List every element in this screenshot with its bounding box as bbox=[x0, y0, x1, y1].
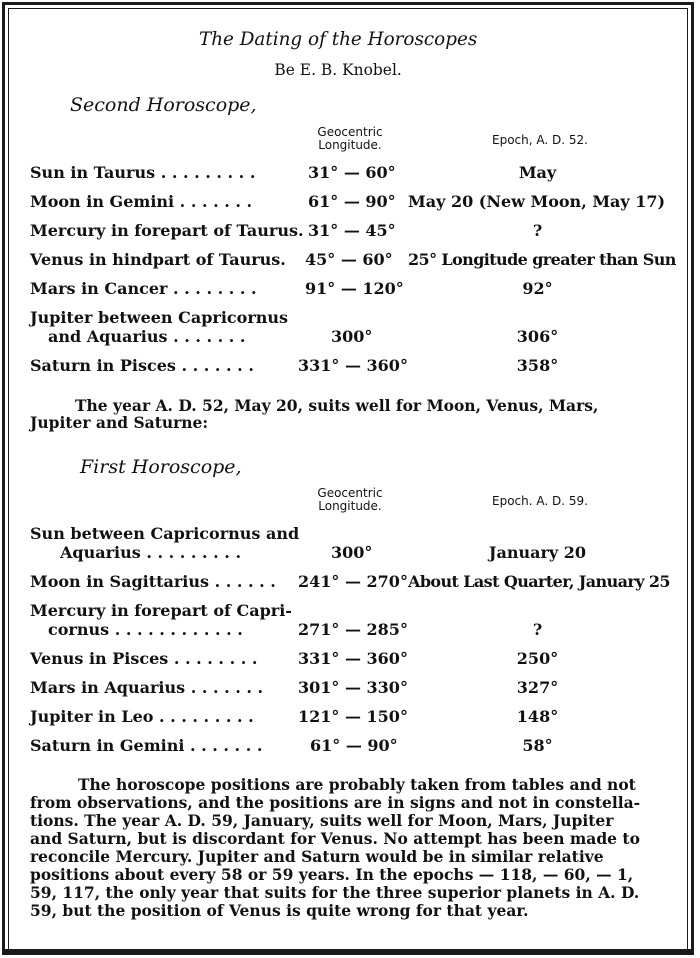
page-title: The Dating of the Horoscopes bbox=[198, 28, 478, 50]
table-cell-longitude: 91° — 120° bbox=[305, 279, 404, 298]
column-header-line: Longitude. bbox=[318, 499, 382, 513]
column-header-longitude bbox=[300, 487, 400, 513]
table-cell-longitude: 301° — 330° bbox=[298, 678, 408, 697]
table-cell-epoch: 148° bbox=[516, 707, 559, 726]
paragraph-line: from observations, and the positions are in signs and not in constella- bbox=[30, 793, 641, 812]
table-row-label: Saturn in Gemini . . . . . . . bbox=[30, 736, 263, 755]
paragraph-line: positions about every 58 or 59 years. In the epochs — 118, — 60, — 1, bbox=[30, 865, 634, 884]
table-row-label: Mercury in forepart of Capri- bbox=[30, 601, 292, 620]
note-line: Jupiter and Saturne: bbox=[30, 413, 209, 432]
paragraph-line: The horoscope positions are probably taken from tables and not bbox=[78, 775, 636, 794]
table-cell-longitude: 31° — 45° bbox=[308, 221, 396, 240]
table-cell-longitude: 331° — 360° bbox=[298, 356, 408, 375]
table-row-label: Sun between Capricornus and bbox=[30, 524, 300, 543]
table-row-label: Sun in Taurus . . . . . . . . . bbox=[30, 163, 256, 182]
table-row-label: Saturn in Pisces . . . . . . . bbox=[30, 356, 254, 375]
table-cell-epoch: ? bbox=[532, 620, 543, 639]
author-line: Be E. B. Knobel. bbox=[274, 60, 402, 79]
table-cell-epoch: 250° bbox=[516, 649, 559, 668]
table-cell-epoch: 58° bbox=[522, 736, 553, 755]
table-cell-longitude: 300° bbox=[331, 327, 373, 346]
table-cell-longitude: 241° — 270° bbox=[298, 572, 408, 591]
table-cell-longitude: 61° — 90° bbox=[308, 192, 396, 211]
table-row-label: Mars in Cancer . . . . . . . . bbox=[30, 279, 257, 298]
section-heading-second: Second Horoscope, bbox=[70, 94, 257, 116]
column-header-epoch: Epoch, A. D. 52. bbox=[492, 133, 588, 147]
column-header-line: Geocentric bbox=[317, 486, 383, 500]
column-header-line: Longitude. bbox=[318, 138, 382, 152]
table-row-label-continued: and Aquarius . . . . . . . bbox=[48, 327, 246, 346]
paragraph-line: reconcile Mercury. Jupiter and Saturn would be in similar relative bbox=[30, 847, 604, 866]
table-cell-epoch: 358° bbox=[516, 356, 559, 375]
paragraph-line: 59, 117, the only year that suits for the three superior planets in A. D. bbox=[30, 883, 640, 902]
table-cell-epoch: 25° Longitude greater than Sun bbox=[408, 250, 676, 269]
table-row-label: Moon in Sagittarius . . . . . . bbox=[30, 572, 276, 591]
table-cell-epoch: May bbox=[518, 163, 557, 182]
table-cell-epoch: 92° bbox=[522, 279, 553, 298]
table-cell-longitude: 121° — 150° bbox=[298, 707, 408, 726]
table-cell-epoch: January 20 bbox=[488, 543, 587, 562]
column-header-line: Geocentric bbox=[317, 125, 383, 139]
table-cell-epoch: ? bbox=[532, 221, 543, 240]
table-row-label: Jupiter in Leo . . . . . . . . . bbox=[30, 707, 254, 726]
column-header-epoch: Epoch. A. D. 59. bbox=[492, 494, 588, 508]
table-row-label: Venus in hindpart of Taurus. bbox=[30, 250, 286, 269]
table-cell-longitude: 271° — 285° bbox=[298, 620, 408, 639]
table-cell-epoch: 306° bbox=[516, 327, 559, 346]
table-row-label-continued: cornus . . . . . . . . . . . . bbox=[48, 620, 243, 639]
table-cell-longitude: 61° — 90° bbox=[310, 736, 398, 755]
paragraph-line: and Saturn, but is discordant for Venus. No attempt has been made to bbox=[30, 829, 640, 848]
bottom-rule bbox=[2, 952, 694, 955]
table-row-label-continued: Aquarius . . . . . . . . . bbox=[60, 543, 242, 562]
note-line: The year A. D. 52, May 20, suits well for Moon, Venus, Mars, bbox=[75, 396, 599, 415]
table-cell-epoch: 327° bbox=[516, 678, 559, 697]
table-row-label: Mercury in forepart of Taurus. bbox=[30, 221, 304, 240]
paragraph-line: tions. The year A. D. 59, January, suits well for Moon, Mars, Jupiter bbox=[30, 811, 614, 830]
table-row-label: Moon in Gemini . . . . . . . bbox=[30, 192, 253, 211]
paragraph-line: 59, but the position of Venus is quite wrong for that year. bbox=[30, 901, 529, 920]
table-cell-epoch: About Last Quarter, January 25 bbox=[408, 572, 670, 591]
table-row-label: Jupiter between Capricornus bbox=[30, 308, 289, 327]
table-cell-longitude: 300° bbox=[331, 543, 373, 562]
section-heading-first: First Horoscope, bbox=[80, 456, 242, 478]
table-cell-longitude: 31° — 60° bbox=[308, 163, 396, 182]
table-cell-epoch: May 20 (New Moon, May 17) bbox=[408, 192, 666, 211]
table-row-label: Mars in Aquarius . . . . . . . bbox=[30, 678, 264, 697]
table-cell-longitude: 45° — 60° bbox=[305, 250, 393, 269]
table-cell-longitude: 331° — 360° bbox=[298, 649, 408, 668]
table-row-label: Venus in Pisces . . . . . . . . bbox=[30, 649, 258, 668]
column-header-longitude bbox=[300, 126, 400, 152]
